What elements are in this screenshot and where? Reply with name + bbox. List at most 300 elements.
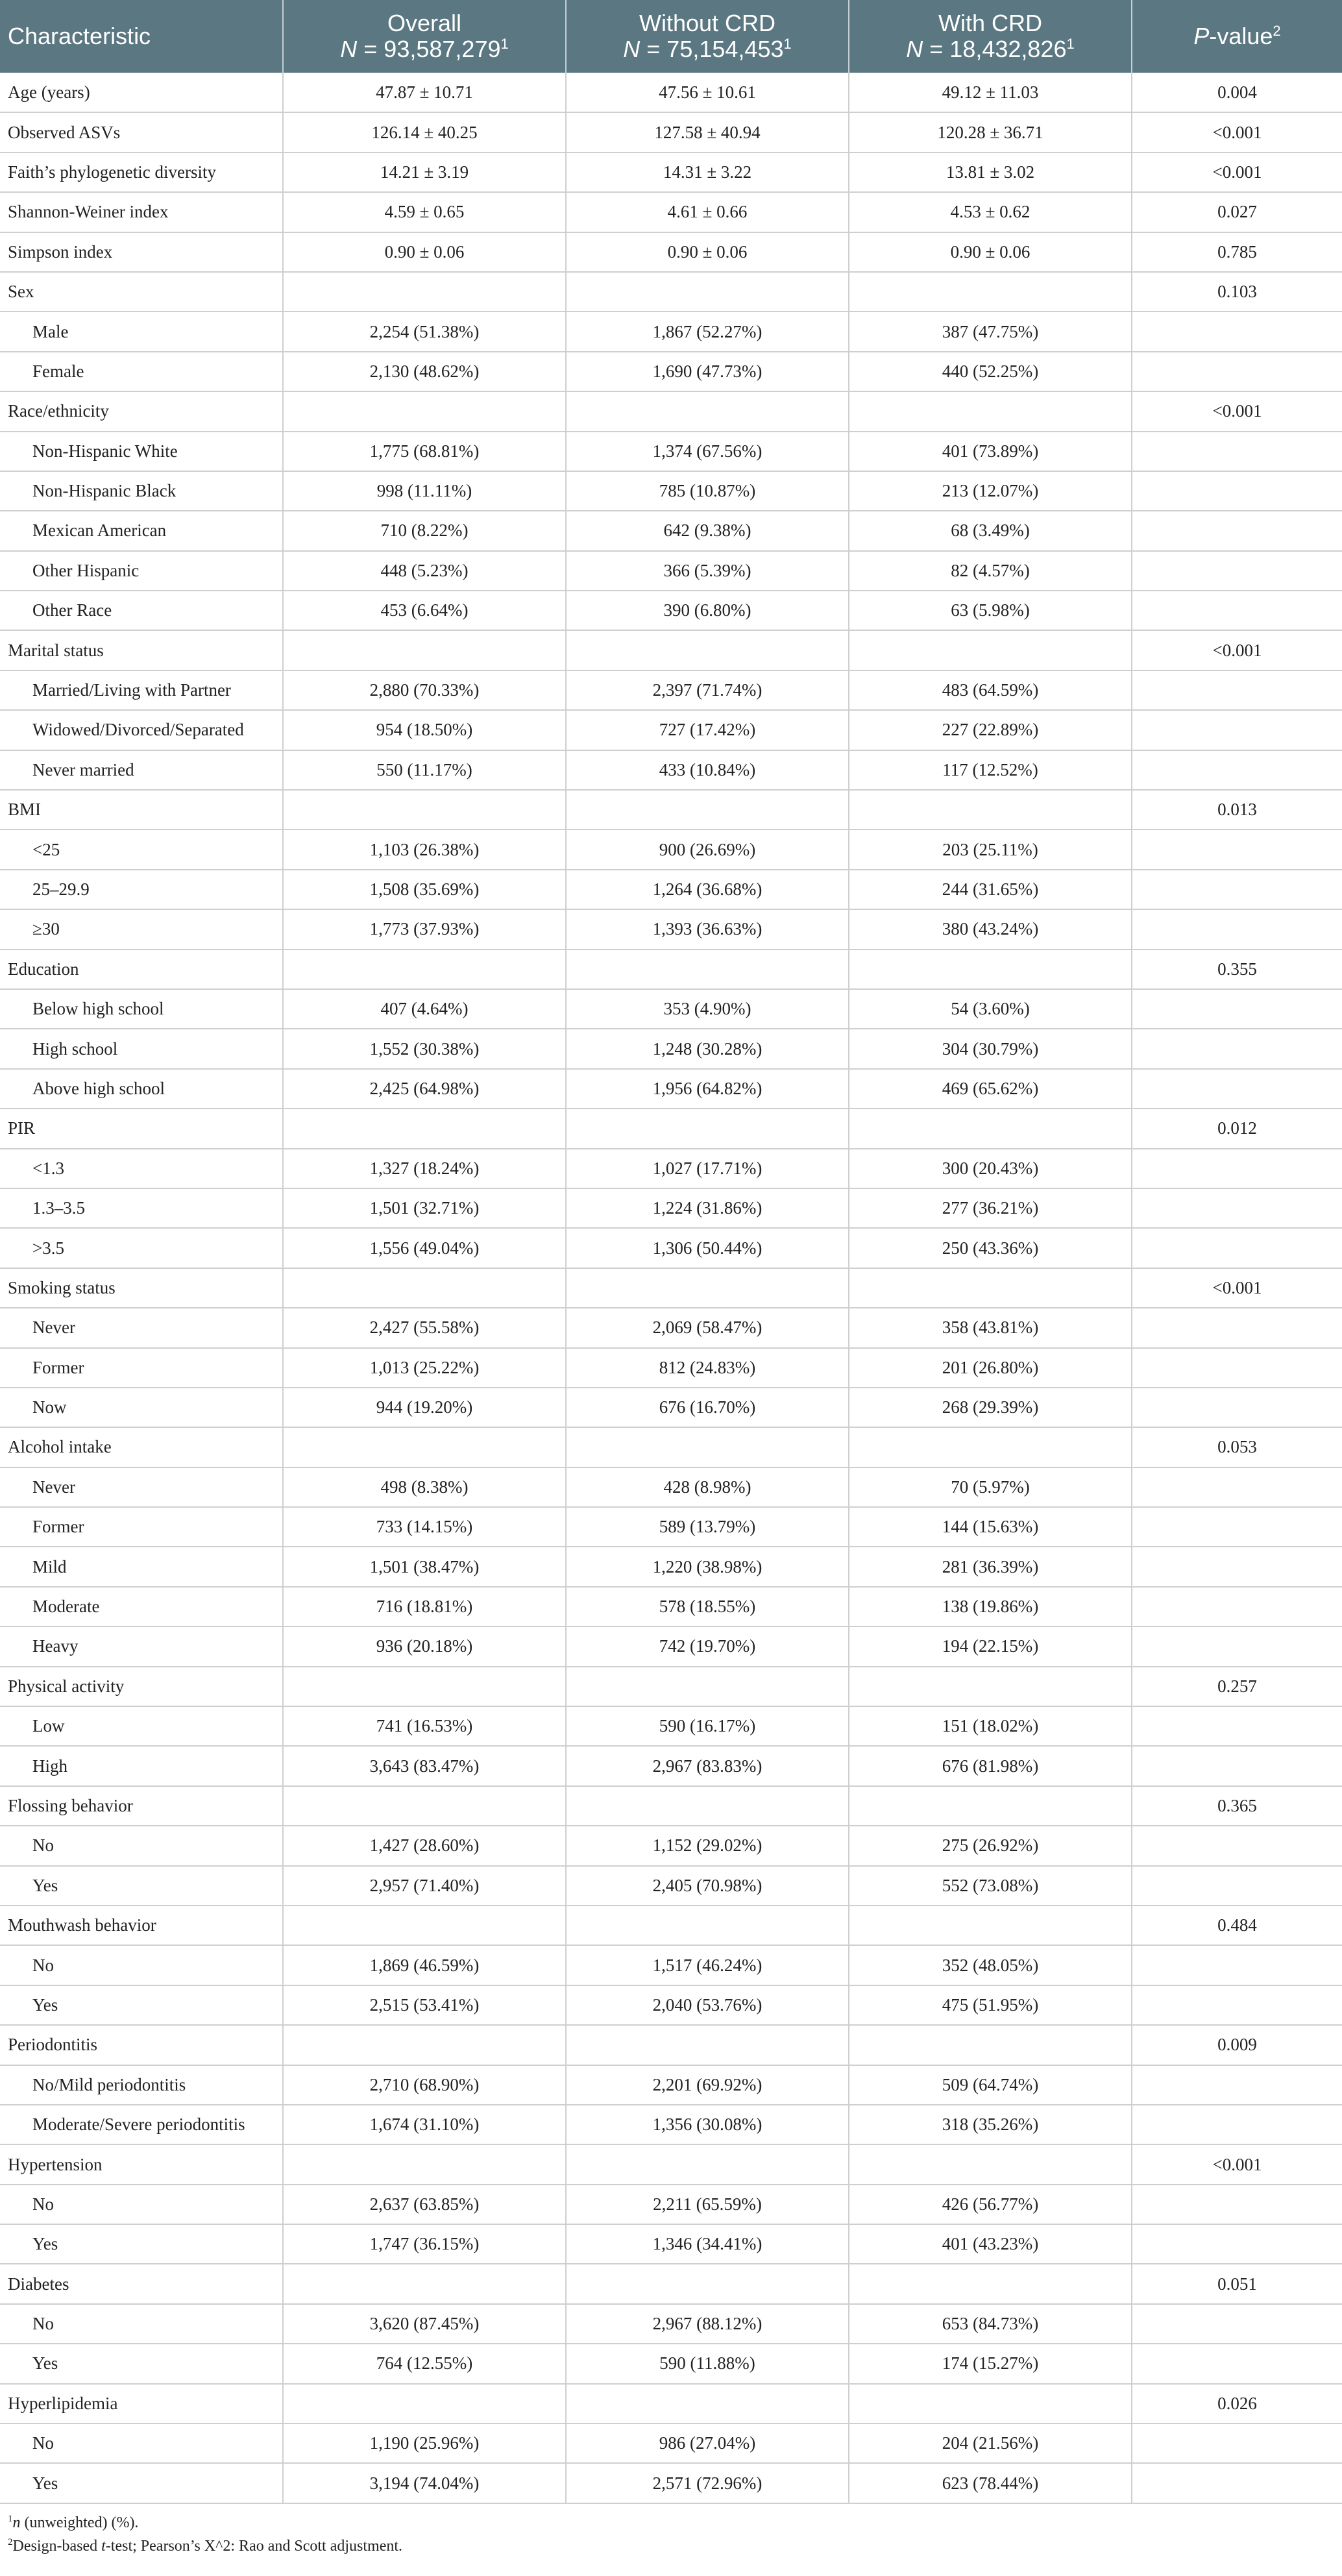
cell-characteristic: Mexican American bbox=[0, 511, 283, 550]
cell-characteristic: Flossing behavior bbox=[0, 1786, 283, 1826]
cell-pvalue: 0.013 bbox=[1132, 790, 1342, 829]
table-row-category bbox=[0, 2144, 1342, 2184]
cell-characteristic: Mild bbox=[0, 1547, 283, 1586]
cell-without-crd: 589 (13.79%) bbox=[566, 1507, 849, 1547]
table-row-category bbox=[0, 2264, 1342, 2303]
cell-without-crd: 2,405 (70.98%) bbox=[566, 1866, 849, 1906]
cell-overall: 1,508 (35.69%) bbox=[283, 870, 566, 909]
cell-overall: 550 (11.17%) bbox=[283, 750, 566, 790]
table-row-subcategory bbox=[0, 1507, 1342, 1547]
footnote-2-sup: 2 bbox=[8, 2536, 13, 2547]
cell-pvalue bbox=[1132, 432, 1342, 471]
table-row-subcategory bbox=[0, 2224, 1342, 2264]
cell-characteristic: 1.3–3.5 bbox=[0, 1188, 283, 1228]
header-overall bbox=[283, 0, 566, 73]
cell-characteristic: No bbox=[0, 2185, 283, 2224]
table-row-subcategory bbox=[0, 2304, 1342, 2344]
cell-overall: 2,880 (70.33%) bbox=[283, 670, 566, 710]
cell-with-crd bbox=[849, 391, 1132, 431]
cell-with-crd: 13.81 ± 3.02 bbox=[849, 153, 1132, 192]
cell-overall: 1,773 (37.93%) bbox=[283, 909, 566, 949]
cell-with-crd: 304 (30.79%) bbox=[849, 1029, 1132, 1068]
cell-without-crd: 1,690 (47.73%) bbox=[566, 352, 849, 391]
cell-characteristic: Smoking status bbox=[0, 1268, 283, 1308]
cell-without-crd: 1,374 (67.56%) bbox=[566, 432, 849, 471]
cell-characteristic: Hypertension bbox=[0, 2144, 283, 2184]
cell-with-crd: 653 (84.73%) bbox=[849, 2304, 1132, 2344]
cell-with-crd: 318 (35.26%) bbox=[849, 2105, 1132, 2144]
cell-without-crd bbox=[566, 630, 849, 670]
cell-pvalue bbox=[1132, 670, 1342, 710]
footnote-2-text: -test; Pearson’s X^2: Rao and Scott adjustment. bbox=[105, 2537, 403, 2555]
table-row-category bbox=[0, 2384, 1342, 2423]
cell-characteristic: No bbox=[0, 2304, 283, 2344]
cell-without-crd: 2,040 (53.76%) bbox=[566, 1985, 849, 2025]
cell-characteristic: Married/Living with Partner bbox=[0, 670, 283, 710]
cell-overall: 1,501 (38.47%) bbox=[283, 1547, 566, 1586]
cell-without-crd: 1,306 (50.44%) bbox=[566, 1228, 849, 1268]
cell-with-crd: 440 (52.25%) bbox=[849, 352, 1132, 391]
cell-characteristic: Race/ethnicity bbox=[0, 391, 283, 431]
cell-overall: 2,427 (55.58%) bbox=[283, 1308, 566, 1347]
cell-without-crd: 900 (26.69%) bbox=[566, 829, 849, 869]
cell-overall bbox=[283, 1786, 566, 1826]
table-row-category bbox=[0, 630, 1342, 670]
cell-pvalue bbox=[1132, 1467, 1342, 1507]
cell-without-crd bbox=[566, 1786, 849, 1826]
cell-overall: 764 (12.55%) bbox=[283, 2344, 566, 2383]
cell-pvalue bbox=[1132, 710, 1342, 750]
cell-pvalue: <0.001 bbox=[1132, 153, 1342, 192]
table-row-category bbox=[0, 790, 1342, 829]
header-pvalue-sup: 2 bbox=[1273, 23, 1281, 39]
cell-with-crd: 281 (36.39%) bbox=[849, 1547, 1132, 1586]
cell-pvalue bbox=[1132, 1587, 1342, 1626]
header-characteristic bbox=[0, 0, 283, 73]
cell-characteristic: Hyperlipidemia bbox=[0, 2384, 283, 2423]
cell-characteristic: Shannon-Weiner index bbox=[0, 192, 283, 232]
header-overall-sup: 1 bbox=[500, 36, 509, 52]
table-row-category bbox=[0, 232, 1342, 272]
cell-characteristic: 25–29.9 bbox=[0, 870, 283, 909]
cell-pvalue bbox=[1132, 551, 1342, 591]
cell-overall: 1,552 (30.38%) bbox=[283, 1029, 566, 1068]
cell-overall: 2,425 (64.98%) bbox=[283, 1069, 566, 1109]
cell-overall: 2,957 (71.40%) bbox=[283, 1866, 566, 1906]
cell-with-crd: 68 (3.49%) bbox=[849, 511, 1132, 550]
cell-overall: 448 (5.23%) bbox=[283, 551, 566, 591]
cell-characteristic: High bbox=[0, 1746, 283, 1785]
cell-pvalue bbox=[1132, 1507, 1342, 1547]
cell-overall: 954 (18.50%) bbox=[283, 710, 566, 750]
cell-with-crd bbox=[849, 1268, 1132, 1308]
cell-with-crd bbox=[849, 790, 1132, 829]
footnote-2-pre: Design-based bbox=[12, 2537, 102, 2555]
cell-overall bbox=[283, 2025, 566, 2065]
cell-with-crd: 352 (48.05%) bbox=[849, 1945, 1132, 1985]
cell-without-crd: 590 (11.88%) bbox=[566, 2344, 849, 2383]
cell-without-crd: 642 (9.38%) bbox=[566, 511, 849, 550]
cell-characteristic: Male bbox=[0, 312, 283, 351]
cell-characteristic: Now bbox=[0, 1388, 283, 1427]
cell-without-crd bbox=[566, 790, 849, 829]
cell-without-crd: 1,248 (30.28%) bbox=[566, 1029, 849, 1068]
table-row-subcategory bbox=[0, 670, 1342, 710]
cell-overall: 2,130 (48.62%) bbox=[283, 352, 566, 391]
cell-pvalue bbox=[1132, 1985, 1342, 2025]
cell-overall: 2,637 (63.85%) bbox=[283, 2185, 566, 2224]
cell-characteristic: <25 bbox=[0, 829, 283, 869]
header-without-n bbox=[573, 36, 842, 62]
cell-pvalue bbox=[1132, 1348, 1342, 1388]
cell-with-crd: 268 (29.39%) bbox=[849, 1388, 1132, 1427]
cell-with-crd: 483 (64.59%) bbox=[849, 670, 1132, 710]
cell-overall: 0.90 ± 0.06 bbox=[283, 232, 566, 272]
cell-pvalue bbox=[1132, 2344, 1342, 2383]
table-row-subcategory bbox=[0, 1826, 1342, 1865]
cell-without-crd: 1,867 (52.27%) bbox=[566, 312, 849, 351]
cell-characteristic: PIR bbox=[0, 1109, 283, 1148]
table-row-subcategory bbox=[0, 312, 1342, 351]
cell-characteristic: Yes bbox=[0, 2463, 283, 2503]
cell-without-crd: 1,517 (46.24%) bbox=[566, 1945, 849, 1985]
cell-without-crd: 366 (5.39%) bbox=[566, 551, 849, 591]
table-row-category bbox=[0, 391, 1342, 431]
cell-without-crd: 390 (6.80%) bbox=[566, 591, 849, 630]
cell-with-crd: 0.90 ± 0.06 bbox=[849, 232, 1132, 272]
cell-with-crd bbox=[849, 2384, 1132, 2423]
table-row-subcategory bbox=[0, 591, 1342, 630]
cell-without-crd: 433 (10.84%) bbox=[566, 750, 849, 790]
cell-with-crd: 144 (15.63%) bbox=[849, 1507, 1132, 1547]
cell-without-crd: 14.31 ± 3.22 bbox=[566, 153, 849, 192]
cell-characteristic: No bbox=[0, 1826, 283, 1865]
footnote-2 bbox=[0, 2536, 1342, 2556]
cell-without-crd: 742 (19.70%) bbox=[566, 1626, 849, 1666]
cell-characteristic: Physical activity bbox=[0, 1667, 283, 1706]
cell-pvalue: 0.026 bbox=[1132, 2384, 1342, 2423]
header-with-n-label: N bbox=[906, 36, 923, 62]
cell-overall bbox=[283, 630, 566, 670]
header-without-crd bbox=[566, 0, 849, 73]
cell-overall: 498 (8.38%) bbox=[283, 1467, 566, 1507]
table-row-subcategory bbox=[0, 2105, 1342, 2144]
cell-with-crd: 509 (64.74%) bbox=[849, 2065, 1132, 2105]
cell-without-crd: 1,346 (34.41%) bbox=[566, 2224, 849, 2264]
cell-with-crd: 117 (12.52%) bbox=[849, 750, 1132, 790]
cell-pvalue bbox=[1132, 2423, 1342, 2463]
table-row-subcategory bbox=[0, 2423, 1342, 2463]
table-row-subcategory bbox=[0, 1706, 1342, 1746]
cell-characteristic: Alcohol intake bbox=[0, 1427, 283, 1467]
header-pvalue bbox=[1132, 0, 1342, 73]
cell-with-crd bbox=[849, 1667, 1132, 1706]
table-row-subcategory bbox=[0, 989, 1342, 1029]
cell-with-crd bbox=[849, 2025, 1132, 2065]
cell-without-crd: 986 (27.04%) bbox=[566, 2423, 849, 2463]
header-without-name: Without CRD bbox=[639, 10, 776, 36]
cell-characteristic: Heavy bbox=[0, 1626, 283, 1666]
cell-characteristic: ≥30 bbox=[0, 909, 283, 949]
cell-characteristic: Non-Hispanic Black bbox=[0, 471, 283, 511]
cell-with-crd: 623 (78.44%) bbox=[849, 2463, 1132, 2503]
cell-overall: 126.14 ± 40.25 bbox=[283, 112, 566, 152]
header-pvalue-rest: -value bbox=[1209, 23, 1273, 49]
cell-characteristic: No bbox=[0, 2423, 283, 2463]
cell-characteristic: Simpson index bbox=[0, 232, 283, 272]
cell-without-crd: 2,397 (71.74%) bbox=[566, 670, 849, 710]
cell-overall bbox=[283, 2264, 566, 2303]
cell-overall: 1,775 (68.81%) bbox=[283, 432, 566, 471]
cell-overall: 741 (16.53%) bbox=[283, 1706, 566, 1746]
cell-without-crd: 1,027 (17.71%) bbox=[566, 1149, 849, 1188]
cell-pvalue: <0.001 bbox=[1132, 112, 1342, 152]
cell-without-crd bbox=[566, 391, 849, 431]
cell-characteristic: Never bbox=[0, 1467, 283, 1507]
cell-pvalue bbox=[1132, 2304, 1342, 2344]
cell-with-crd: 70 (5.97%) bbox=[849, 1467, 1132, 1507]
cell-characteristic: Other Race bbox=[0, 591, 283, 630]
cell-overall: 733 (14.15%) bbox=[283, 1507, 566, 1547]
cell-with-crd bbox=[849, 1427, 1132, 1467]
cell-characteristic: BMI bbox=[0, 790, 283, 829]
cell-pvalue bbox=[1132, 591, 1342, 630]
cell-characteristic: No bbox=[0, 1945, 283, 1985]
cell-without-crd: 0.90 ± 0.06 bbox=[566, 232, 849, 272]
cell-overall: 3,194 (74.04%) bbox=[283, 2463, 566, 2503]
cell-without-crd: 2,967 (88.12%) bbox=[566, 2304, 849, 2344]
cell-pvalue bbox=[1132, 2185, 1342, 2224]
cell-with-crd: 4.53 ± 0.62 bbox=[849, 192, 1132, 232]
cell-overall: 1,327 (18.24%) bbox=[283, 1149, 566, 1188]
header-with-sup: 1 bbox=[1066, 36, 1075, 52]
cell-without-crd: 1,356 (30.08%) bbox=[566, 2105, 849, 2144]
table-row-subcategory bbox=[0, 1228, 1342, 1268]
cell-with-crd bbox=[849, 950, 1132, 989]
cell-characteristic: Periodontitis bbox=[0, 2025, 283, 2065]
cell-overall: 1,747 (36.15%) bbox=[283, 2224, 566, 2264]
cell-pvalue bbox=[1132, 471, 1342, 511]
table-row-subcategory bbox=[0, 2344, 1342, 2383]
table-header-row bbox=[0, 0, 1342, 73]
cell-pvalue bbox=[1132, 989, 1342, 1029]
cell-pvalue bbox=[1132, 1945, 1342, 1985]
cell-characteristic: Low bbox=[0, 1706, 283, 1746]
table-row-subcategory bbox=[0, 2185, 1342, 2224]
cell-overall bbox=[283, 2384, 566, 2423]
cell-characteristic: No/Mild periodontitis bbox=[0, 2065, 283, 2105]
cell-pvalue: 0.355 bbox=[1132, 950, 1342, 989]
cell-characteristic: Sex bbox=[0, 272, 283, 312]
cell-pvalue bbox=[1132, 2224, 1342, 2264]
cell-pvalue bbox=[1132, 1706, 1342, 1746]
cell-characteristic: Above high school bbox=[0, 1069, 283, 1109]
cell-without-crd bbox=[566, 2264, 849, 2303]
cell-with-crd: 676 (81.98%) bbox=[849, 1746, 1132, 1785]
cell-without-crd bbox=[566, 2144, 849, 2184]
cell-with-crd: 244 (31.65%) bbox=[849, 870, 1132, 909]
cell-overall bbox=[283, 391, 566, 431]
cell-characteristic: High school bbox=[0, 1029, 283, 1068]
cell-with-crd: 227 (22.89%) bbox=[849, 710, 1132, 750]
cell-with-crd: 300 (20.43%) bbox=[849, 1149, 1132, 1188]
table-row-subcategory bbox=[0, 551, 1342, 591]
cell-pvalue bbox=[1132, 1388, 1342, 1427]
cell-pvalue bbox=[1132, 2065, 1342, 2105]
cell-overall: 453 (6.64%) bbox=[283, 591, 566, 630]
cell-without-crd bbox=[566, 1906, 849, 1945]
table-row-subcategory bbox=[0, 909, 1342, 949]
cell-overall: 3,620 (87.45%) bbox=[283, 2304, 566, 2344]
cell-pvalue: <0.001 bbox=[1132, 1268, 1342, 1308]
cell-without-crd: 812 (24.83%) bbox=[566, 1348, 849, 1388]
cell-without-crd: 578 (18.55%) bbox=[566, 1587, 849, 1626]
cell-characteristic: Former bbox=[0, 1348, 283, 1388]
cell-with-crd bbox=[849, 1906, 1132, 1945]
footnote-1-sup: 1 bbox=[8, 2513, 13, 2524]
header-overall-name: Overall bbox=[387, 10, 462, 36]
cell-characteristic: Mouthwash behavior bbox=[0, 1906, 283, 1945]
cell-without-crd bbox=[566, 1268, 849, 1308]
cell-without-crd: 1,152 (29.02%) bbox=[566, 1826, 849, 1865]
table-row-category bbox=[0, 153, 1342, 192]
cell-with-crd: 203 (25.11%) bbox=[849, 829, 1132, 869]
cell-without-crd: 2,571 (72.96%) bbox=[566, 2463, 849, 2503]
table-row-subcategory bbox=[0, 829, 1342, 869]
cell-characteristic: Below high school bbox=[0, 989, 283, 1029]
cell-pvalue bbox=[1132, 2105, 1342, 2144]
cell-with-crd bbox=[849, 1786, 1132, 1826]
cell-pvalue bbox=[1132, 829, 1342, 869]
table-row-subcategory bbox=[0, 1069, 1342, 1109]
table-row-subcategory bbox=[0, 1348, 1342, 1388]
cell-with-crd: 204 (21.56%) bbox=[849, 2423, 1132, 2463]
cell-characteristic: Faith’s phylogenetic diversity bbox=[0, 153, 283, 192]
cell-characteristic: Former bbox=[0, 1507, 283, 1547]
cell-pvalue bbox=[1132, 909, 1342, 949]
table-row-subcategory bbox=[0, 1945, 1342, 1985]
table-row-category bbox=[0, 1786, 1342, 1826]
cell-overall: 998 (11.11%) bbox=[283, 471, 566, 511]
cell-pvalue bbox=[1132, 1826, 1342, 1865]
cell-characteristic: Yes bbox=[0, 2344, 283, 2383]
cell-overall bbox=[283, 950, 566, 989]
cell-overall: 2,254 (51.38%) bbox=[283, 312, 566, 351]
cell-with-crd bbox=[849, 2264, 1132, 2303]
cell-overall: 3,643 (83.47%) bbox=[283, 1746, 566, 1785]
cell-without-crd bbox=[566, 272, 849, 312]
cell-pvalue bbox=[1132, 352, 1342, 391]
cell-pvalue bbox=[1132, 312, 1342, 351]
cell-without-crd bbox=[566, 1109, 849, 1148]
table-row-subcategory bbox=[0, 1029, 1342, 1068]
cell-with-crd bbox=[849, 1109, 1132, 1148]
cell-overall: 2,515 (53.41%) bbox=[283, 1985, 566, 2025]
cell-overall bbox=[283, 1667, 566, 1706]
cell-pvalue: 0.484 bbox=[1132, 1906, 1342, 1945]
table-row-subcategory bbox=[0, 710, 1342, 750]
cell-characteristic: Never married bbox=[0, 750, 283, 790]
cell-without-crd: 590 (16.17%) bbox=[566, 1706, 849, 1746]
table-row-category bbox=[0, 1906, 1342, 1945]
cell-pvalue bbox=[1132, 1029, 1342, 1068]
cell-pvalue: 0.785 bbox=[1132, 232, 1342, 272]
cell-with-crd: 194 (22.15%) bbox=[849, 1626, 1132, 1666]
cell-without-crd: 2,967 (83.83%) bbox=[566, 1746, 849, 1785]
cell-pvalue bbox=[1132, 1228, 1342, 1268]
header-overall-n bbox=[290, 36, 559, 62]
cell-pvalue: 0.004 bbox=[1132, 73, 1342, 112]
table-row-category bbox=[0, 1109, 1342, 1148]
cell-with-crd bbox=[849, 272, 1132, 312]
cell-characteristic: Moderate bbox=[0, 1587, 283, 1626]
cell-characteristic: Yes bbox=[0, 1866, 283, 1906]
cell-pvalue bbox=[1132, 870, 1342, 909]
cell-overall: 14.21 ± 3.19 bbox=[283, 153, 566, 192]
table-row-category bbox=[0, 112, 1342, 152]
cell-with-crd: 120.28 ± 36.71 bbox=[849, 112, 1132, 152]
cell-characteristic: Moderate/Severe periodontitis bbox=[0, 2105, 283, 2144]
cell-characteristic: Non-Hispanic White bbox=[0, 432, 283, 471]
cell-with-crd: 426 (56.77%) bbox=[849, 2185, 1132, 2224]
cell-with-crd: 275 (26.92%) bbox=[849, 1826, 1132, 1865]
cell-without-crd: 4.61 ± 0.66 bbox=[566, 192, 849, 232]
cell-overall: 2,710 (68.90%) bbox=[283, 2065, 566, 2105]
cell-pvalue: 0.053 bbox=[1132, 1427, 1342, 1467]
cell-with-crd bbox=[849, 2144, 1132, 2184]
cell-without-crd: 1,956 (64.82%) bbox=[566, 1069, 849, 1109]
cell-overall bbox=[283, 1109, 566, 1148]
cell-overall: 47.87 ± 10.71 bbox=[283, 73, 566, 112]
table-row-subcategory bbox=[0, 2463, 1342, 2503]
header-without-n-label: N bbox=[623, 36, 640, 62]
cell-pvalue: 0.012 bbox=[1132, 1109, 1342, 1148]
cell-overall bbox=[283, 2144, 566, 2184]
table-row-subcategory bbox=[0, 750, 1342, 790]
cell-characteristic: Observed ASVs bbox=[0, 112, 283, 152]
header-characteristic-text: Characteristic bbox=[8, 23, 151, 49]
cell-pvalue: 0.257 bbox=[1132, 1667, 1342, 1706]
header-with-crd bbox=[849, 0, 1132, 73]
cell-with-crd: 469 (65.62%) bbox=[849, 1069, 1132, 1109]
cell-without-crd bbox=[566, 2384, 849, 2423]
table-row-subcategory bbox=[0, 432, 1342, 471]
cell-overall: 1,869 (46.59%) bbox=[283, 1945, 566, 1985]
table-row-category bbox=[0, 1427, 1342, 1467]
cell-overall bbox=[283, 272, 566, 312]
table-row-subcategory bbox=[0, 1985, 1342, 2025]
cell-overall: 1,103 (26.38%) bbox=[283, 829, 566, 869]
cell-pvalue bbox=[1132, 1547, 1342, 1586]
cell-overall: 4.59 ± 0.65 bbox=[283, 192, 566, 232]
cell-without-crd: 1,264 (36.68%) bbox=[566, 870, 849, 909]
cell-overall: 1,427 (28.60%) bbox=[283, 1826, 566, 1865]
table-row-subcategory bbox=[0, 2065, 1342, 2105]
table-row-category bbox=[0, 1268, 1342, 1308]
cell-without-crd: 785 (10.87%) bbox=[566, 471, 849, 511]
cell-with-crd: 387 (47.75%) bbox=[849, 312, 1132, 351]
cell-pvalue bbox=[1132, 1188, 1342, 1228]
cell-overall bbox=[283, 1268, 566, 1308]
cell-pvalue bbox=[1132, 750, 1342, 790]
cell-overall bbox=[283, 1906, 566, 1945]
footnote-2-italic: t bbox=[101, 2537, 106, 2555]
footnote-1-text: (unweighted) (%). bbox=[20, 2514, 139, 2531]
cell-overall: 710 (8.22%) bbox=[283, 511, 566, 550]
cell-without-crd: 2,069 (58.47%) bbox=[566, 1308, 849, 1347]
table-row-category bbox=[0, 950, 1342, 989]
table-row-subcategory bbox=[0, 1149, 1342, 1188]
